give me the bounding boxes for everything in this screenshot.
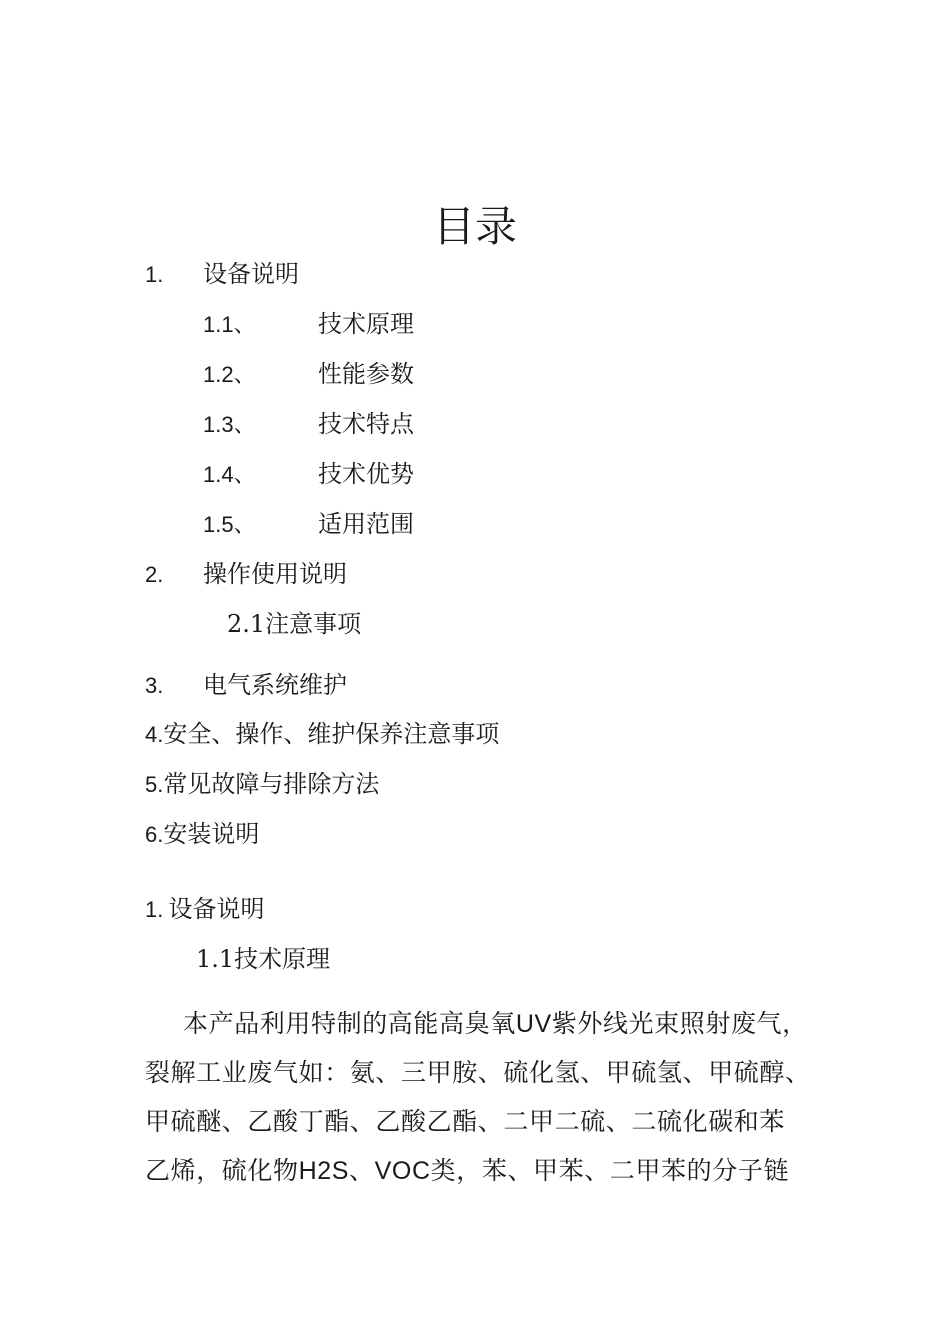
toc-subitem-number: 1.3、 [203, 412, 256, 437]
toc-subitem-label: 性能参数 [318, 360, 414, 388]
page-title: 目录 [432, 202, 517, 251]
toc-subitem-number: 1.4、 [203, 462, 256, 487]
text-run: 类，苯、甲苯、二甲苯的分子链 [430, 1156, 790, 1185]
text-run: 甲硫醚、乙酸丁酯、乙酸乙酯、二甲二硫、二硫化碳和苯 [145, 1107, 786, 1136]
toc-item-1-number: 1. [145, 262, 164, 287]
toc-item-3-number: 3. [145, 673, 164, 698]
toc-item-1-label: 设备说明 [203, 260, 299, 288]
toc-item-2-1[interactable]: 2.1注意事项 [227, 610, 362, 638]
section-subheading: 1.1技术原理 [196, 945, 331, 973]
text-run: 、 [349, 1156, 375, 1185]
paragraph-line-4 [145, 1158, 789, 1184]
toc-subitem-number: 1.2、 [203, 362, 256, 387]
toc-item-4[interactable] [145, 722, 499, 746]
toc-item-5[interactable] [145, 772, 379, 796]
toc-subitem-label: 技术原理 [318, 310, 414, 338]
toc-item-6-number: 6. [145, 822, 164, 847]
text-run: 乙烯，硫化物 [145, 1156, 299, 1185]
toc-item-6-label: 安装说明 [163, 820, 260, 848]
text-run-latin: H2S [298, 1157, 350, 1185]
toc-item-6[interactable] [145, 822, 259, 846]
text-run: 本产品利用特制的高能高臭氧 [183, 1009, 516, 1038]
paragraph-line-3 [145, 1109, 785, 1134]
toc-item-3-label: 电气系统维护 [203, 671, 347, 699]
toc-item-5-label: 常见故障与排除方法 [163, 770, 380, 798]
toc-item-4-number: 4. [145, 722, 164, 747]
paragraph-line-2 [145, 1060, 811, 1085]
section-heading [145, 897, 264, 921]
section-heading-number: 1. [145, 897, 164, 922]
toc-item-5-number: 5. [145, 772, 164, 797]
section-heading-text: 设备说明 [168, 895, 265, 923]
text-run-latin: UV [515, 1010, 552, 1038]
toc-subitem-label: 技术特点 [318, 410, 414, 438]
paragraph-line-1 [183, 1011, 808, 1037]
toc-subitem-label: 技术优势 [318, 460, 414, 488]
toc-subitem-label: 适用范围 [318, 510, 414, 538]
text-run: 裂解工业废气如：氨、三甲胺、硫化氢、甲硫氢、甲硫醇、 [145, 1058, 811, 1087]
toc-item-2-number: 2. [145, 562, 164, 587]
toc-subitem-number: 1.5、 [203, 512, 256, 537]
text-run: 紫外线光束照射废气， [551, 1009, 808, 1038]
toc-item-2-label: 操作使用说明 [203, 560, 347, 588]
toc-item-4-label: 安全、操作、维护保养注意事项 [163, 720, 500, 748]
text-run-latin: VOC [374, 1157, 431, 1185]
toc-subitem-number: 1.1、 [203, 312, 256, 337]
